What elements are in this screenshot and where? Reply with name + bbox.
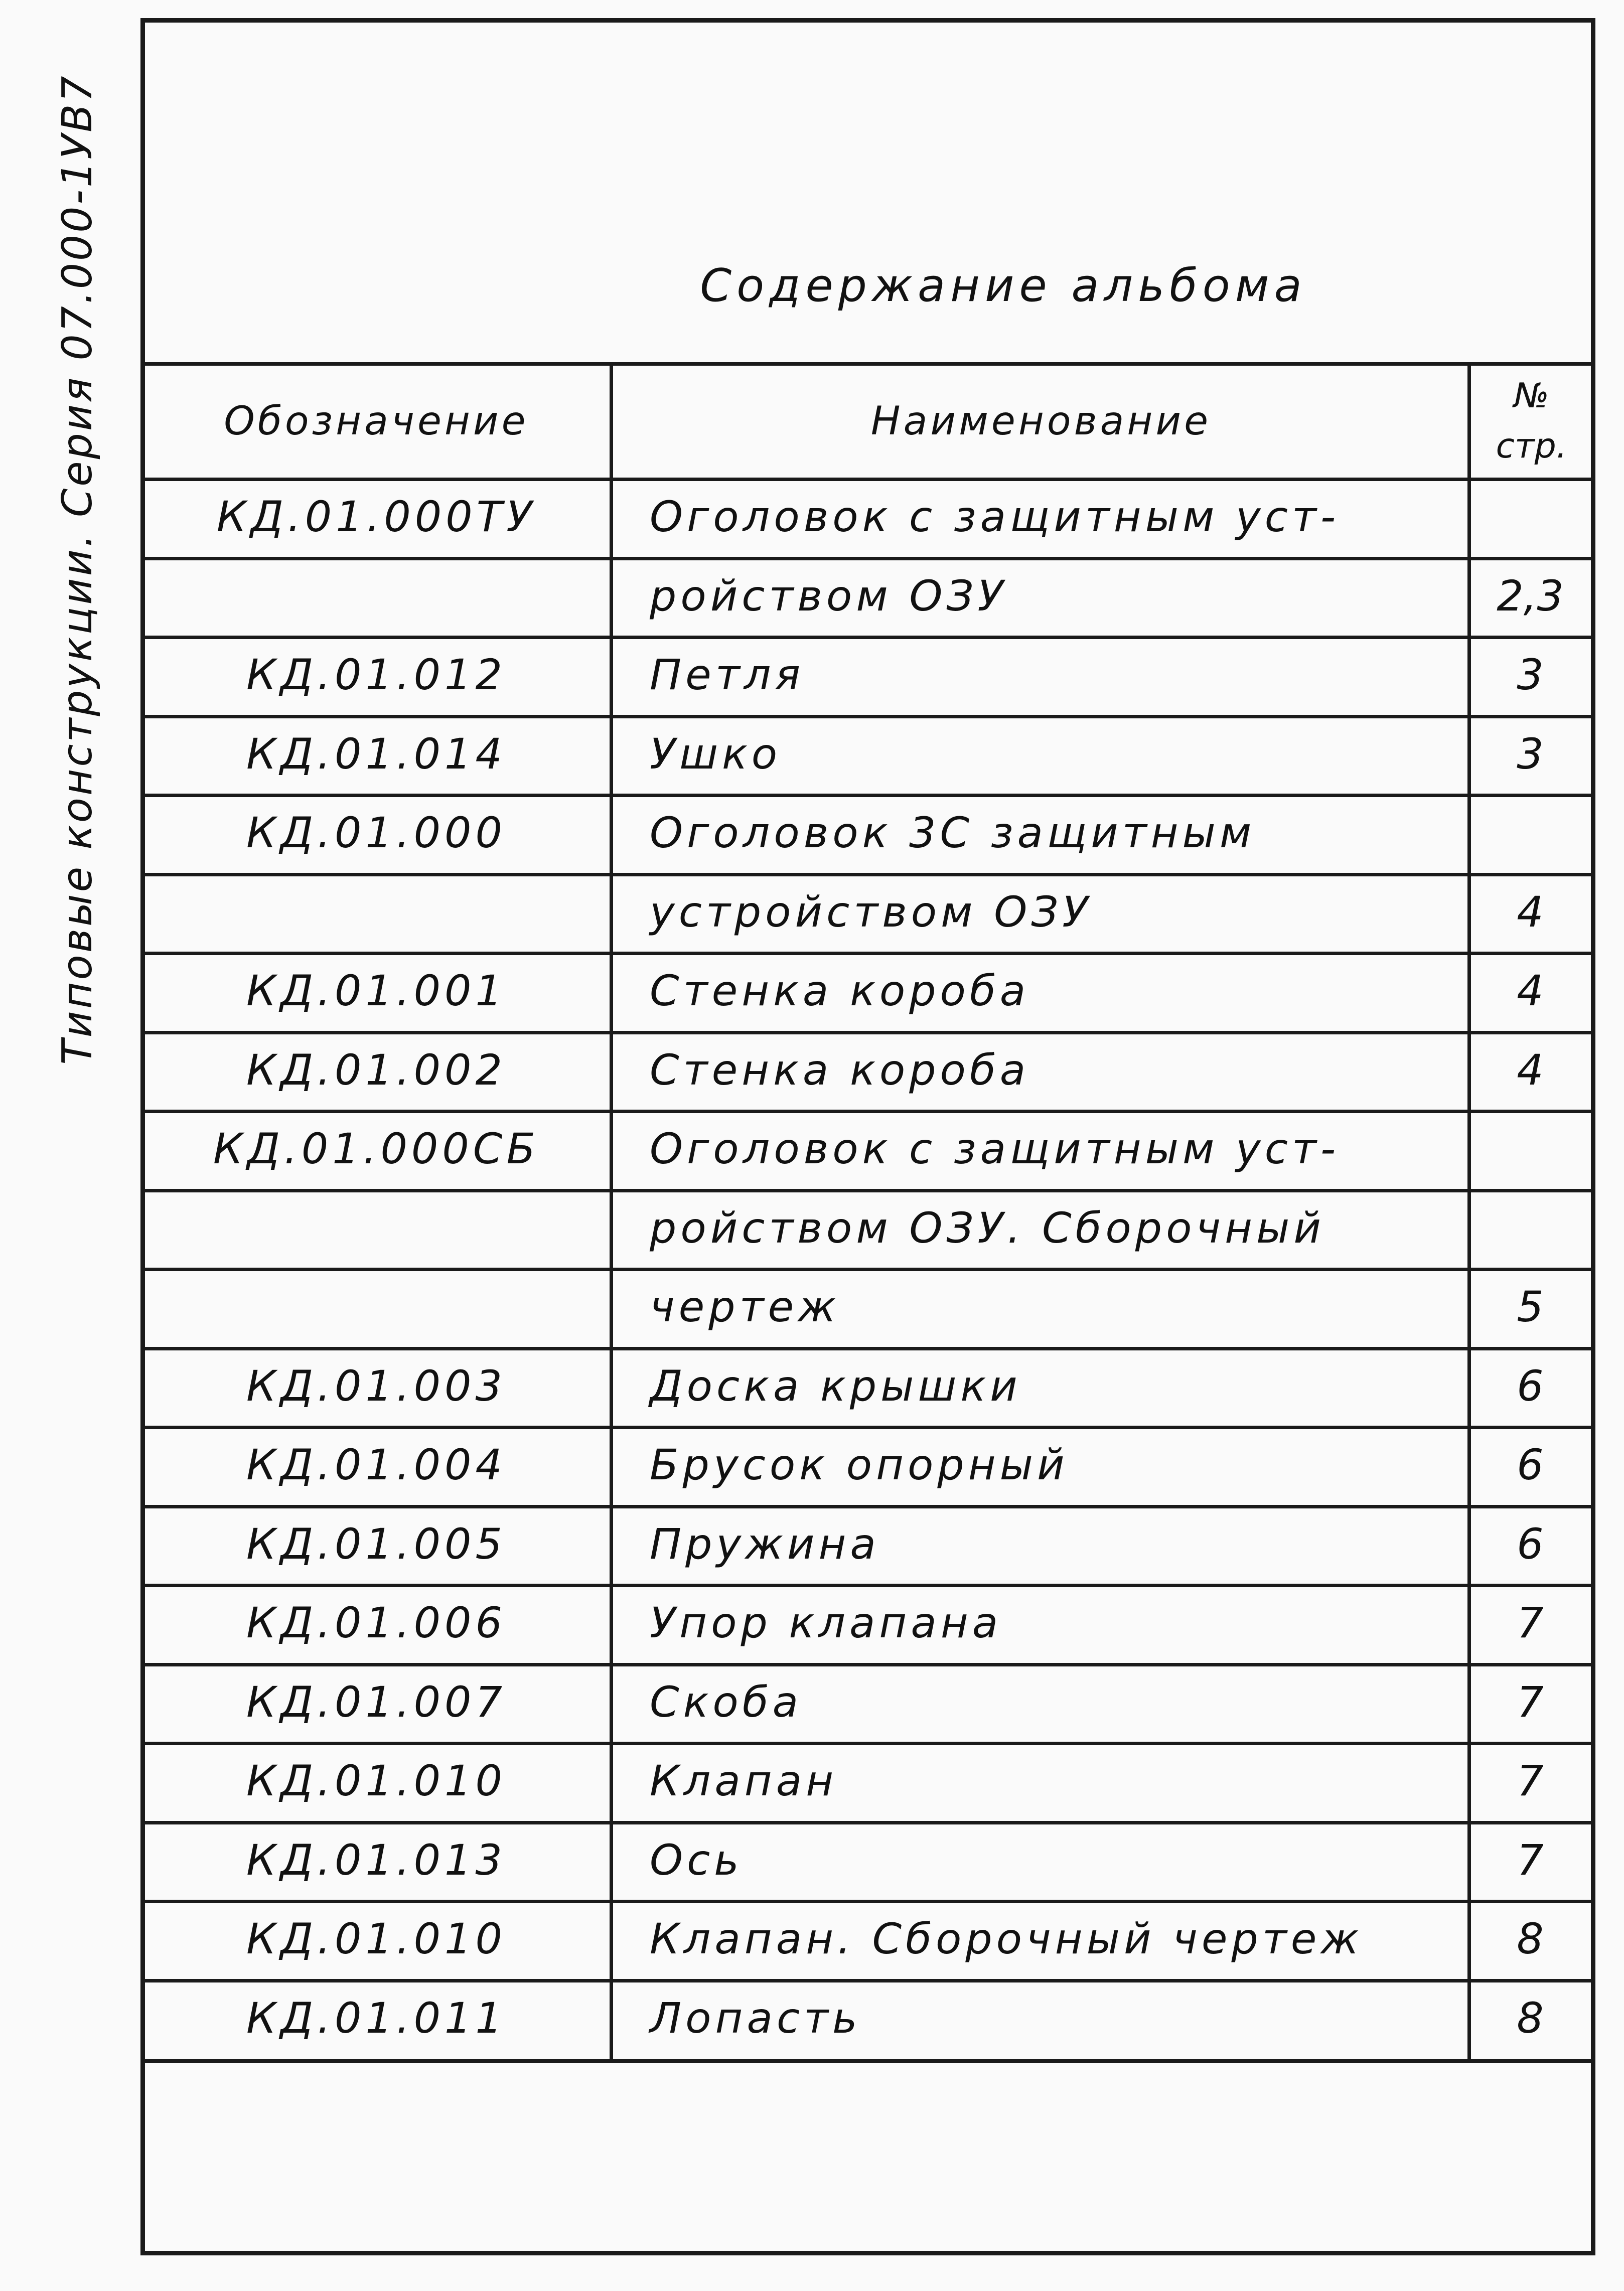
table-row-code: КД.01.005	[246, 1519, 506, 1569]
table-row-page: 4	[1517, 1045, 1544, 1095]
header-designation: Обозначение	[224, 399, 529, 444]
table-row-page	[1470, 1190, 1590, 1266]
table-row-page: 4	[1517, 887, 1544, 937]
table-row-code	[145, 558, 607, 634]
table-bottom-line	[140, 2059, 1595, 2063]
table-row-name: Оголовок 3С защитным	[650, 808, 1256, 857]
table-row-code	[145, 1269, 607, 1344]
table-row-code: КД.01.010	[246, 1756, 506, 1805]
table-row-name: Упор клапана	[650, 1598, 1002, 1647]
table-row-name: устройством ОЗУ	[650, 887, 1092, 937]
table-row-name: ройством ОЗУ	[650, 571, 1007, 621]
table-row-code: КД.01.006	[246, 1598, 506, 1647]
table-row-name: Оголовок с защитным уст-	[650, 492, 1340, 541]
table-row-page: 7	[1517, 1677, 1544, 1727]
table-row-code: КД.01.007	[246, 1677, 506, 1727]
table-row-name: Доска крышки	[650, 1361, 1021, 1411]
table-row-name: Клапан	[650, 1756, 838, 1805]
table-row-code: КД.01.000СБ	[213, 1124, 540, 1173]
table-row-page: 8	[1517, 1994, 1544, 2043]
table-row-name: Ось	[650, 1836, 743, 1885]
table-row-name: Лопасть	[650, 1994, 861, 2043]
table-row-page: 8	[1517, 1914, 1544, 1963]
table-row-code: КД.01.002	[246, 1045, 506, 1095]
table-row-page: 3	[1517, 729, 1544, 779]
header-top-line	[140, 362, 1595, 366]
table-row-page	[1470, 1111, 1590, 1186]
table-row-code: КД.01.000	[246, 808, 506, 857]
table-row-code: КД.01.011	[246, 1994, 506, 2043]
table-row-page: 6	[1517, 1361, 1544, 1411]
table-row-page	[1470, 479, 1590, 554]
table-row-name: Клапан. Сборочный чертеж	[650, 1914, 1363, 1963]
table-row-code: КД.01.010	[246, 1914, 506, 1963]
table-row-name: Стенка короба	[650, 966, 1030, 1015]
column-divider-1	[610, 362, 613, 2063]
table-row-page: 5	[1517, 1282, 1544, 1331]
table-row-name: Стенка короба	[650, 1045, 1030, 1095]
header-page-no: №	[1514, 376, 1549, 416]
table-row-name: чертеж	[650, 1282, 840, 1331]
table-row-page	[1470, 795, 1590, 870]
table-row-name: ройством ОЗУ. Сборочный	[650, 1203, 1325, 1253]
header-page-abbr: стр.	[1496, 426, 1567, 466]
table-row-page: 6	[1517, 1440, 1544, 1489]
table-row-code: КД.01.012	[246, 650, 506, 699]
table-row-name: Оголовок с защитным уст-	[650, 1124, 1340, 1173]
table-row-page: 2,3	[1497, 571, 1564, 621]
header-name: Наименование	[870, 399, 1212, 444]
table-row-name: Ушко	[650, 729, 782, 779]
series-caption: Типовые конструкции. Серия 07.000-1УВ7	[54, 74, 101, 1065]
table-row-code	[145, 874, 607, 950]
table-row-code: КД.01.001	[246, 966, 506, 1015]
table-row-code: КД.01.000ТУ	[216, 492, 536, 541]
table-row-code: КД.01.004	[246, 1440, 506, 1489]
table-row-name: Скоба	[650, 1677, 803, 1727]
table-row-code	[145, 1190, 607, 1266]
table-row-code: КД.01.003	[246, 1361, 506, 1411]
table-row-page: 6	[1517, 1519, 1544, 1569]
table-row-code: КД.01.013	[246, 1836, 506, 1885]
table-row-name: Пружина	[650, 1519, 880, 1569]
table-row-page: 3	[1517, 650, 1544, 699]
table-row-name: Петля	[650, 650, 804, 699]
table-row-code: КД.01.014	[246, 729, 506, 779]
table-row-page: 7	[1517, 1836, 1544, 1885]
table-row-page: 7	[1517, 1598, 1544, 1647]
table-row-page: 4	[1517, 966, 1544, 1015]
album-title: Содержание альбома	[700, 259, 1307, 312]
table-row-name: Брусок опорный	[650, 1440, 1069, 1489]
table-row-page: 7	[1517, 1756, 1544, 1805]
